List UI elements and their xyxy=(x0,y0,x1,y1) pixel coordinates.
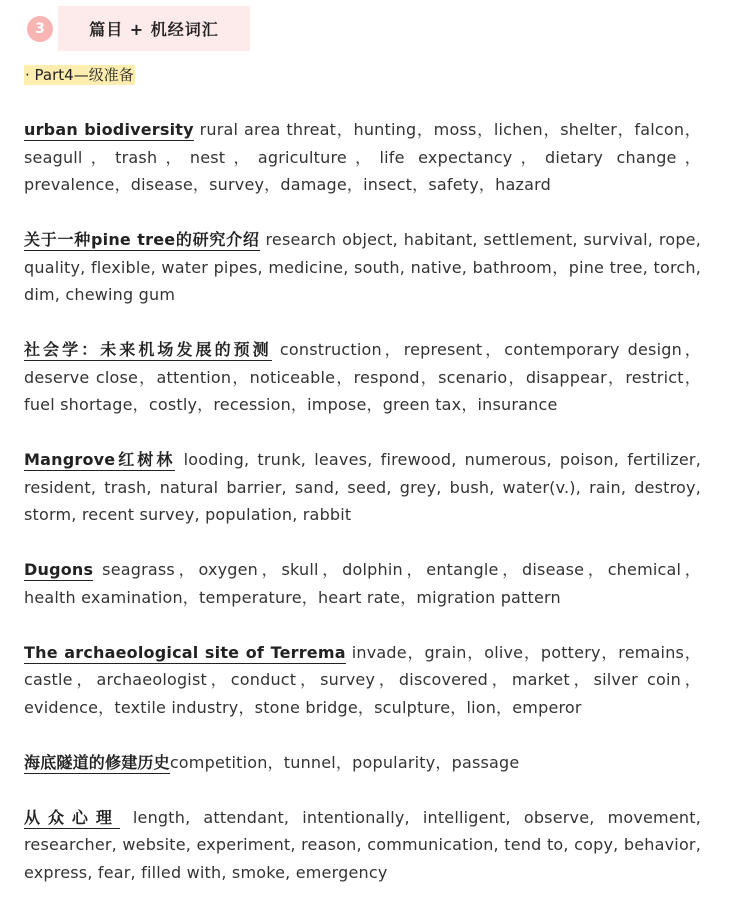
topic-words: rural area threat，hunting，moss，lichen，shelter，falcon，seagull，trash，nest，agriculture，life expectancy，dietary change，prevalence，disease，survey，damage，insect，safety，hazard xyxy=(24,120,702,194)
topic-title: 社会学：未来机场发展的预测 xyxy=(24,340,272,359)
topic-words: construction，represent，contemporary design，deserve close，attention，noticeable，respond，scenario，disappear，restrict，fuel shortage，costly，recession，impose，green tax，insurance xyxy=(24,340,701,414)
topic-title: Mangrove红树林 xyxy=(24,450,176,469)
vocab-paragraph xyxy=(24,116,701,199)
topic-title: 海底隧道的修建历史 xyxy=(24,752,170,772)
vocabulary-list xyxy=(24,116,701,886)
vocab-paragraph xyxy=(24,336,701,419)
topic-words: length, attendant, intentionally, intelligent, observe, movement, researcher, website, experiment, reason, communication, tend to, copy, behavior, express, fear, filled with, smoke, emergency xyxy=(24,807,701,882)
topic-words: looding, trunk, leaves, firewood, numerous, poison, fertilizer, resident, trash, natural barrier, sand, seed, grey, bush, water(v.), rain, destroy, storm, recent survey, population, rabbit xyxy=(24,450,701,524)
topic-words: research object, habitant, settlement, survival, rope, quality, flexible, water pipes, medicine, south, native, bathroom，pine tree, torch, dim, chewing gum xyxy=(24,230,702,304)
topic-words: invade，grain，olive，pottery，remains，castle，archaeologist，conduct，survey，discovered，market，silver coin，evidence，textile industry，stone bridge，sculpture，lion，emperor xyxy=(24,642,702,717)
vocab-paragraph xyxy=(24,556,701,611)
topic-title: Dugons xyxy=(24,560,94,579)
vocab-paragraph xyxy=(24,446,701,529)
topic-words: competition，tunnel，popularity，passage xyxy=(169,752,520,772)
section-header xyxy=(24,6,250,51)
section-number-badge: 3 xyxy=(27,16,53,42)
vocab-paragraph xyxy=(24,639,701,722)
vocab-paragraph xyxy=(24,749,701,777)
section-title-box xyxy=(58,6,250,51)
vocab-paragraph xyxy=(24,226,701,309)
topic-title: 关于一种pine tree的研究介绍 xyxy=(24,230,260,249)
section-title: 篇目 + 机经词汇 xyxy=(89,20,219,39)
topic-words: seagrass，oxygen，skull，dolphin，entangle，disease，chemical，health examination，temperature，heart rate，migration pattern xyxy=(24,560,701,607)
part-subheading: · Part4—级准备 xyxy=(25,66,134,84)
vocab-paragraph xyxy=(24,804,701,887)
topic-title: 从众心理 xyxy=(24,807,120,827)
topic-title: The archaeological site of Terrema xyxy=(24,642,346,662)
topic-title: urban biodiversity xyxy=(24,120,194,139)
